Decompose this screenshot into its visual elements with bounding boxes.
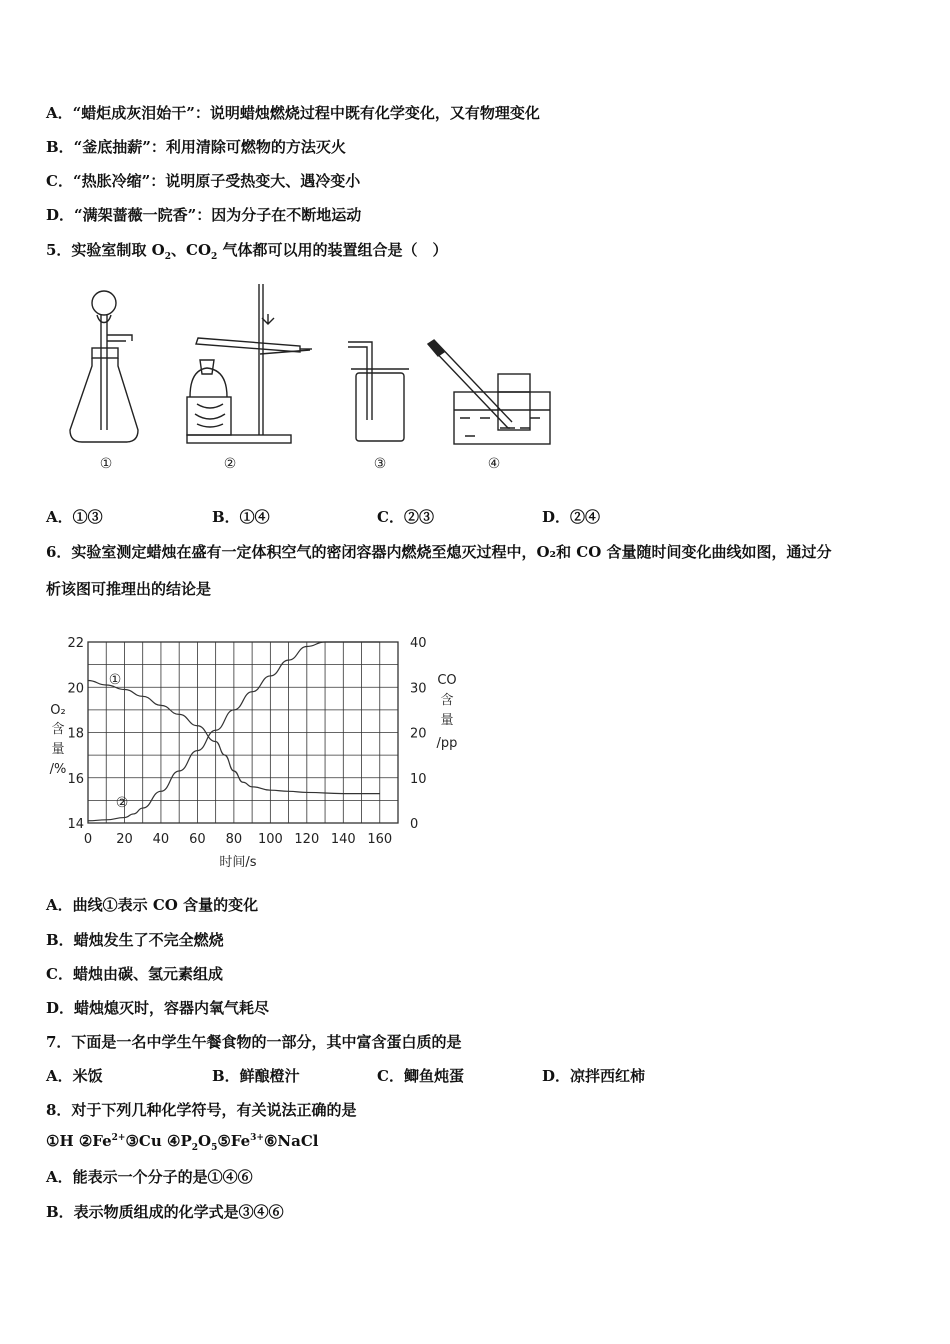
y-right-label-line-1: 含 bbox=[440, 693, 454, 708]
x-tick-label: 100 bbox=[257, 832, 283, 847]
y-right-label-line-2: 量 bbox=[440, 713, 454, 728]
q8-option-b: B．表示物质组成的化学式是③④⑥ bbox=[46, 1203, 284, 1221]
q4-option-d: D．“满架蔷薇一院香”：因为分子在不断地运动 bbox=[46, 206, 362, 224]
y-left-tick-label: 18 bbox=[67, 726, 84, 742]
q6-option-b: B．蜡烛发生了不完全燃烧 bbox=[46, 931, 224, 949]
apparatus-label-3: ③ bbox=[373, 456, 387, 472]
y-right-tick-label: 0 bbox=[410, 817, 419, 832]
q7-stem: 7．下面是一名中学生午餐食物的一部分，其中富含蛋白质的是 bbox=[46, 1033, 462, 1051]
apparatus-3-jar bbox=[348, 342, 409, 441]
apparatus-2-heating bbox=[187, 284, 312, 443]
x-tick-label: 160 bbox=[367, 832, 393, 847]
q5-option-c: C．②③ bbox=[377, 508, 434, 526]
x-tick-label: 80 bbox=[225, 832, 243, 847]
apparatus-label-2: ② bbox=[223, 456, 237, 472]
curve-label-2: ② bbox=[115, 795, 129, 811]
q6-stem-line2: 析该图可推理出的结论是 bbox=[46, 580, 212, 598]
x-tick-label: 140 bbox=[330, 832, 356, 847]
q4-option-b: B．“釜底抽薪”：利用清除可燃物的方法灭火 bbox=[46, 138, 346, 156]
apparatus-label-1: ① bbox=[99, 456, 113, 472]
q7-option-b: B．鲜酿橙汁 bbox=[212, 1067, 300, 1085]
q5-option-d: D．②④ bbox=[542, 508, 601, 526]
q6-option-c: C．蜡烛由碳、氢元素组成 bbox=[46, 965, 223, 983]
y-left-label-line-3: /% bbox=[49, 762, 67, 777]
x-tick-label: 40 bbox=[152, 832, 170, 847]
x-tick-label: 0 bbox=[83, 832, 93, 847]
q8-symbols: ①H $②Fe^{2+}③Cu$ $④P_2O_5⑤Fe^{3+}⑥NaCl$ bbox=[46, 1132, 319, 1153]
apparatus-4-trough bbox=[428, 340, 550, 444]
y-left-tick-label: 22 bbox=[67, 636, 84, 651]
y-left-label-line-0: O₂ bbox=[50, 703, 66, 718]
y-left-label-line-2: 量 bbox=[51, 742, 65, 757]
q7-option-a: A．米饭 bbox=[46, 1067, 103, 1085]
y-right-tick-label: 40 bbox=[410, 636, 427, 651]
q5-option-a: A．①③ bbox=[46, 508, 103, 526]
q6-chart bbox=[40, 620, 480, 880]
apparatus-1-flask bbox=[70, 291, 138, 442]
q5-stem: 5．实验室制取 $O_2$、$CO_2$ 气体都可以用的装置组合是（ ） bbox=[46, 241, 448, 262]
q5-option-b: B．①④ bbox=[212, 508, 270, 526]
y-right-tick-label: 20 bbox=[410, 726, 427, 742]
q6-option-a: A．曲线①表示 CO 含量的变化 bbox=[46, 896, 259, 914]
x-tick-label: 120 bbox=[294, 832, 320, 847]
q4-option-c: C．“热胀冷缩”：说明原子受热变大、遇冷变小 bbox=[46, 172, 361, 190]
q7-option-d: D．凉拌西红柿 bbox=[542, 1067, 646, 1085]
y-left-tick-label: 14 bbox=[67, 817, 84, 832]
q6-stem-line1: 6．实验室测定蜡烛在盛有一定体积空气的密闭容器内燃烧至熄灭过程中，O₂和 CO 含量随时间变化曲线如图，通过分 bbox=[46, 543, 832, 561]
q7-option-c: C．鲫鱼炖蛋 bbox=[377, 1067, 464, 1085]
q8-stem: 8．对于下列几种化学符号，有关说法正确的是 bbox=[46, 1101, 357, 1119]
y-right-label-line-0: CO bbox=[437, 673, 457, 688]
y-right-label-line-3: /pp bbox=[436, 736, 458, 751]
x-axis-label: 时间/s bbox=[219, 855, 257, 870]
y-right-tick-label: 10 bbox=[410, 771, 427, 787]
q8-option-a: A．能表示一个分子的是①④⑥ bbox=[46, 1168, 253, 1186]
x-tick-label: 60 bbox=[189, 832, 206, 847]
x-tick-label: 20 bbox=[116, 832, 133, 847]
q4-option-a: A．“蜡炬成灰泪始干”：说明蜡烛燃烧过程中既有化学变化，又有物理变化 bbox=[46, 104, 540, 122]
y-right-tick-label: 30 bbox=[410, 681, 427, 697]
curve-label-1: ① bbox=[108, 672, 122, 688]
y-left-tick-label: 20 bbox=[67, 681, 84, 697]
y-left-label-line-1: 含 bbox=[51, 722, 65, 737]
apparatus-label-4: ④ bbox=[487, 456, 501, 472]
apparatus-figure bbox=[60, 280, 560, 480]
q6-option-d: D．蜡烛熄灭时，容器内氧气耗尽 bbox=[46, 999, 270, 1017]
y-left-tick-label: 16 bbox=[67, 771, 84, 787]
